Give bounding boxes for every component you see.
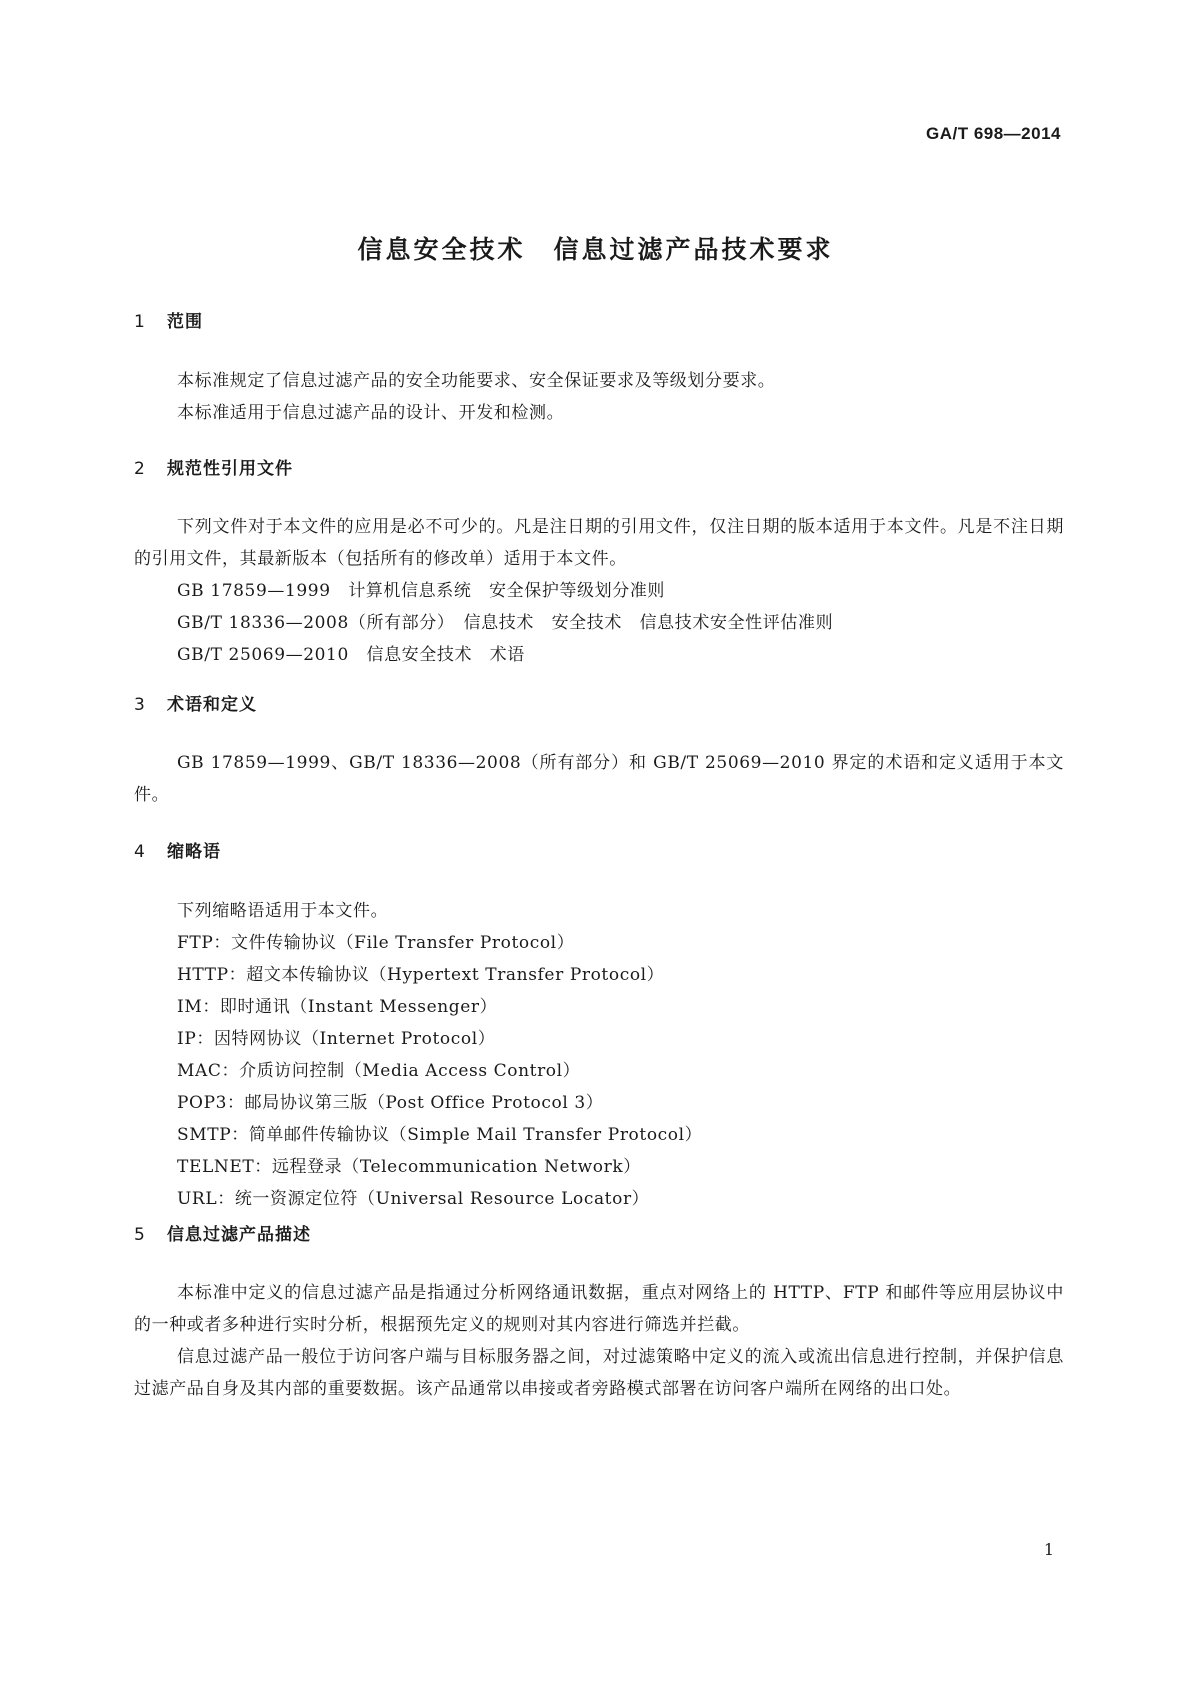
standard-code: GA/T 698—2014 — [925, 124, 1061, 143]
section-heading — [134, 457, 1064, 481]
section-scope — [134, 310, 1064, 429]
section-title: 范围 — [167, 312, 203, 332]
section-body — [134, 511, 1064, 671]
abbreviation-item: TELNET：远程登录（Telecommunication Network） — [177, 1157, 641, 1177]
reference-item: GB/T 18336—2008（所有部分） 信息技术 安全技术 信息技术安全性评估准则 — [177, 613, 834, 633]
section-number: 2 — [134, 459, 146, 479]
page-number: 1 — [1043, 1540, 1054, 1559]
paragraph: 下列缩略语适用于本文件。 — [177, 901, 389, 921]
paragraph: 本标准中定义的信息过滤产品是指通过分析网络通讯数据，重点对网络上的 HTTP、FTP 和邮件等应用层协议中的一种或者多种进行实时分析，根据预先定义的规则对其内容进行筛选并拦截。 — [134, 1283, 1064, 1335]
section-number: 5 — [134, 1225, 146, 1245]
paragraph: 下列文件对于本文件的应用是必不可少的。凡是注日期的引用文件，仅注日期的版本适用于本文件。凡是不注日期的引用文件，其最新版本（包括所有的修改单）适用于本文件。 — [134, 517, 1064, 569]
section-product-description — [134, 1223, 1064, 1405]
paragraph: GB 17859—1999、GB/T 18336—2008（所有部分）和 GB/T 25069—2010 界定的术语和定义适用于本文件。 — [134, 753, 1064, 805]
section-body — [134, 1277, 1064, 1405]
section-heading — [134, 310, 1064, 334]
abbreviation-item: FTP：文件传输协议（File Transfer Protocol） — [177, 933, 575, 953]
section-heading — [134, 1223, 1064, 1247]
section-body — [134, 365, 1064, 429]
abbreviation-item: HTTP：超文本传输协议（Hypertext Transfer Protocol） — [177, 965, 665, 985]
abbreviation-item: MAC：介质访问控制（Media Access Control） — [177, 1061, 581, 1081]
document-title-part1: 信息安全技术 — [357, 235, 526, 264]
section-title: 规范性引用文件 — [167, 459, 293, 479]
section-body — [134, 895, 1064, 1215]
section-number: 3 — [134, 695, 146, 715]
section-terms-definitions — [134, 693, 1064, 811]
document-title-part2: 信息过滤产品技术要求 — [553, 235, 834, 264]
reference-item: GB/T 25069—2010 信息安全技术 术语 — [177, 645, 525, 665]
abbreviation-item: SMTP：简单邮件传输协议（Simple Mail Transfer Protocol） — [177, 1125, 703, 1145]
abbreviation-item: IP：因特网协议（Internet Protocol） — [177, 1029, 496, 1049]
paragraph: 信息过滤产品一般位于访问客户端与目标服务器之间，对过滤策略中定义的流入或流出信息进行控制，并保护信息过滤产品自身及其内部的重要数据。该产品通常以串接或者旁路模式部署在访问客户端所在网络的出口处。 — [134, 1347, 1064, 1399]
paragraph: 本标准适用于信息过滤产品的设计、开发和检测。 — [177, 403, 565, 423]
abbreviation-item: URL：统一资源定位符（Universal Resource Locator） — [177, 1189, 650, 1209]
reference-item: GB 17859—1999 计算机信息系统 安全保护等级划分准则 — [177, 581, 666, 601]
document-title — [0, 230, 1191, 266]
section-title: 术语和定义 — [167, 695, 257, 715]
section-heading — [134, 840, 1064, 864]
abbreviation-item: POP3：邮局协议第三版（Post Office Protocol 3） — [177, 1093, 604, 1113]
section-abbreviations — [134, 840, 1064, 1215]
section-number: 4 — [134, 842, 146, 862]
section-body — [134, 747, 1064, 811]
abbreviation-item: IM：即时通讯（Instant Messenger） — [177, 997, 498, 1017]
section-normative-references — [134, 457, 1064, 671]
section-title: 缩略语 — [167, 842, 221, 862]
section-number: 1 — [134, 312, 146, 332]
section-title: 信息过滤产品描述 — [167, 1225, 311, 1245]
paragraph: 本标准规定了信息过滤产品的安全功能要求、安全保证要求及等级划分要求。 — [177, 371, 776, 391]
section-heading — [134, 693, 1064, 717]
